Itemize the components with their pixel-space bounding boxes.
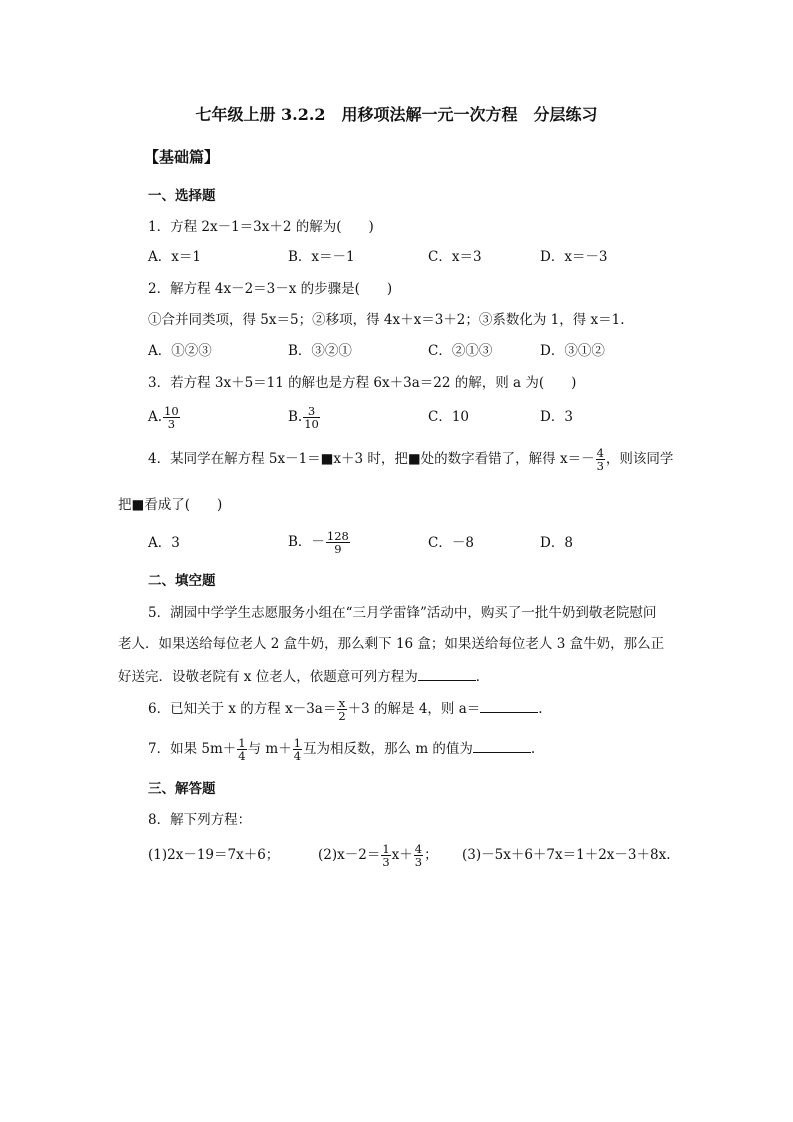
question-4-stem: [148, 442, 673, 476]
fraction-numerator: 1: [238, 736, 246, 750]
q3-option-c: C．10: [428, 409, 470, 425]
question-8-stem: 8．解下列方程：: [148, 812, 252, 828]
q8-p2-start: (2)x－2＝: [318, 847, 381, 863]
fraction-denominator: 2: [338, 709, 346, 723]
section-basic-heading: 【基础篇】: [144, 148, 220, 166]
question-1-stem: 1．方程 2x－1＝3x＋2 的解为( ): [148, 219, 374, 235]
q6-fraction: [337, 697, 346, 722]
q7-period: .: [530, 741, 536, 757]
q2-option-a: A．①②③: [148, 343, 212, 359]
q2-option-b: B．③②①: [288, 343, 352, 359]
q4-option-b: [288, 525, 351, 559]
q4-fraction: [596, 447, 605, 472]
q8-p2-end: ；: [424, 847, 438, 863]
q6-period: .: [538, 701, 543, 717]
q4-stem-end: ，则该同学: [605, 451, 674, 467]
part3-heading: 三、解答题: [148, 781, 216, 797]
fraction-numerator: 3: [303, 405, 320, 418]
page-title: 七年级上册 3.2.2 用移项法解一元一次方程 分层练习: [195, 105, 598, 124]
q6-answer-blank: [480, 698, 538, 713]
q8-p2-mid: x＋: [391, 847, 413, 863]
q8-part-3: (3)－5x＋6＋7x＝1＋2x－3＋8x.: [462, 847, 671, 863]
q1-option-a: A．x＝1: [148, 249, 201, 265]
q7-answer-blank: [473, 738, 531, 753]
question-4-stem-line2: 把■看成了( ): [118, 497, 223, 513]
q6-text-end: ＋3 的解是 4，则 a＝: [347, 701, 481, 717]
fraction-numerator: 4: [596, 446, 604, 460]
fraction-denominator: 9: [334, 542, 342, 556]
q7-fraction-1: [237, 737, 246, 762]
q1-option-d: D．x＝－3: [540, 249, 608, 265]
fraction-numerator: x: [338, 696, 346, 710]
q8-p2-fraction-2: [414, 843, 423, 868]
question-2-stem: 2．解方程 4x－2＝3－x 的步骤是( ): [148, 281, 393, 297]
q5-period: ．: [475, 669, 490, 685]
question-5-line1: 5．湖园中学学生志愿服务小组在“三月学雷锋”活动中，购买了一批牛奶到敬老院慰问: [148, 605, 657, 621]
q3-option-b-label: B.: [288, 409, 303, 425]
fraction-numerator: 4: [414, 842, 423, 856]
q7-fraction-2: [293, 737, 302, 762]
fraction-denominator: 4: [238, 749, 246, 763]
q4-option-b-fraction: [326, 530, 350, 555]
fraction-denominator: 3: [382, 855, 390, 869]
fraction-denominator: 4: [293, 749, 302, 763]
q8-part-2: [318, 838, 438, 872]
q4-stem-start: 4．某同学在解方程 5x－1＝■x＋3 时，把■处的数字看错了，解得 x＝－: [148, 451, 595, 467]
q3-option-a-fraction: [163, 405, 180, 430]
q8-p2-fraction-1: [381, 843, 390, 868]
question-3-stem: 3．若方程 3x＋5＝11 的解也是方程 6x＋3a＝22 的解，则 a 为( ): [148, 375, 577, 391]
q2-option-d: D．③①②: [540, 343, 605, 359]
q3-option-d: D．3: [540, 409, 573, 425]
part2-heading: 二、填空题: [148, 573, 216, 589]
question-5-line3: [118, 666, 489, 686]
fraction-denominator: 10: [304, 417, 319, 431]
q4-option-b-label: B．－: [288, 534, 325, 550]
q8-part-1: (1)2x－19＝7x＋6；: [148, 847, 280, 863]
q7-text-mid: 与 m＋: [247, 741, 292, 757]
q3-option-b: [288, 400, 321, 434]
q7-text-end: 互为相反数，那么 m 的值为: [303, 741, 473, 757]
q6-text-start: 6．已知关于 x 的方程 x－3a＝: [148, 701, 337, 717]
q7-text-start: 7．如果 5m＋: [148, 741, 237, 757]
question-2-steps: ①合并同类项，得 5x＝5；②移项，得 4x＋x＝3＋2；③系数化为 1，得 x＝1.: [148, 312, 625, 328]
fraction-denominator: 3: [414, 855, 423, 869]
fraction-denominator: 3: [167, 417, 176, 431]
part1-heading: 一、选择题: [148, 188, 216, 204]
q5-answer-blank: [418, 666, 476, 681]
q3-option-b-fraction: [303, 405, 320, 430]
fraction-numerator: 10: [164, 404, 179, 418]
fraction-numerator: 128: [326, 529, 349, 543]
q5-text: 好送完．设敬老院有 x 位老人，依题意可列方程为: [118, 669, 418, 685]
question-5-line2: 老人．如果送给每位老人 2 盒牛奶，那么剩下 16 盒；如果送给每位老人 3 盒牛奶，那么正: [118, 636, 665, 652]
fraction-denominator: 3: [596, 459, 604, 473]
q1-option-b: B．x＝－1: [288, 249, 355, 265]
q4-option-a: A．3: [148, 535, 180, 551]
q4-option-d: D．8: [540, 535, 573, 551]
question-7: [148, 732, 535, 766]
q3-option-a-label: A.: [148, 409, 163, 425]
fraction-numerator: 1: [382, 842, 390, 856]
fraction-numerator: 1: [293, 736, 302, 750]
q1-option-c: C．x＝3: [428, 249, 482, 265]
q3-option-a: [148, 400, 181, 434]
q4-option-c: C．－8: [428, 535, 474, 551]
question-6: [148, 692, 543, 726]
q2-option-c: C．②①③: [428, 343, 493, 359]
